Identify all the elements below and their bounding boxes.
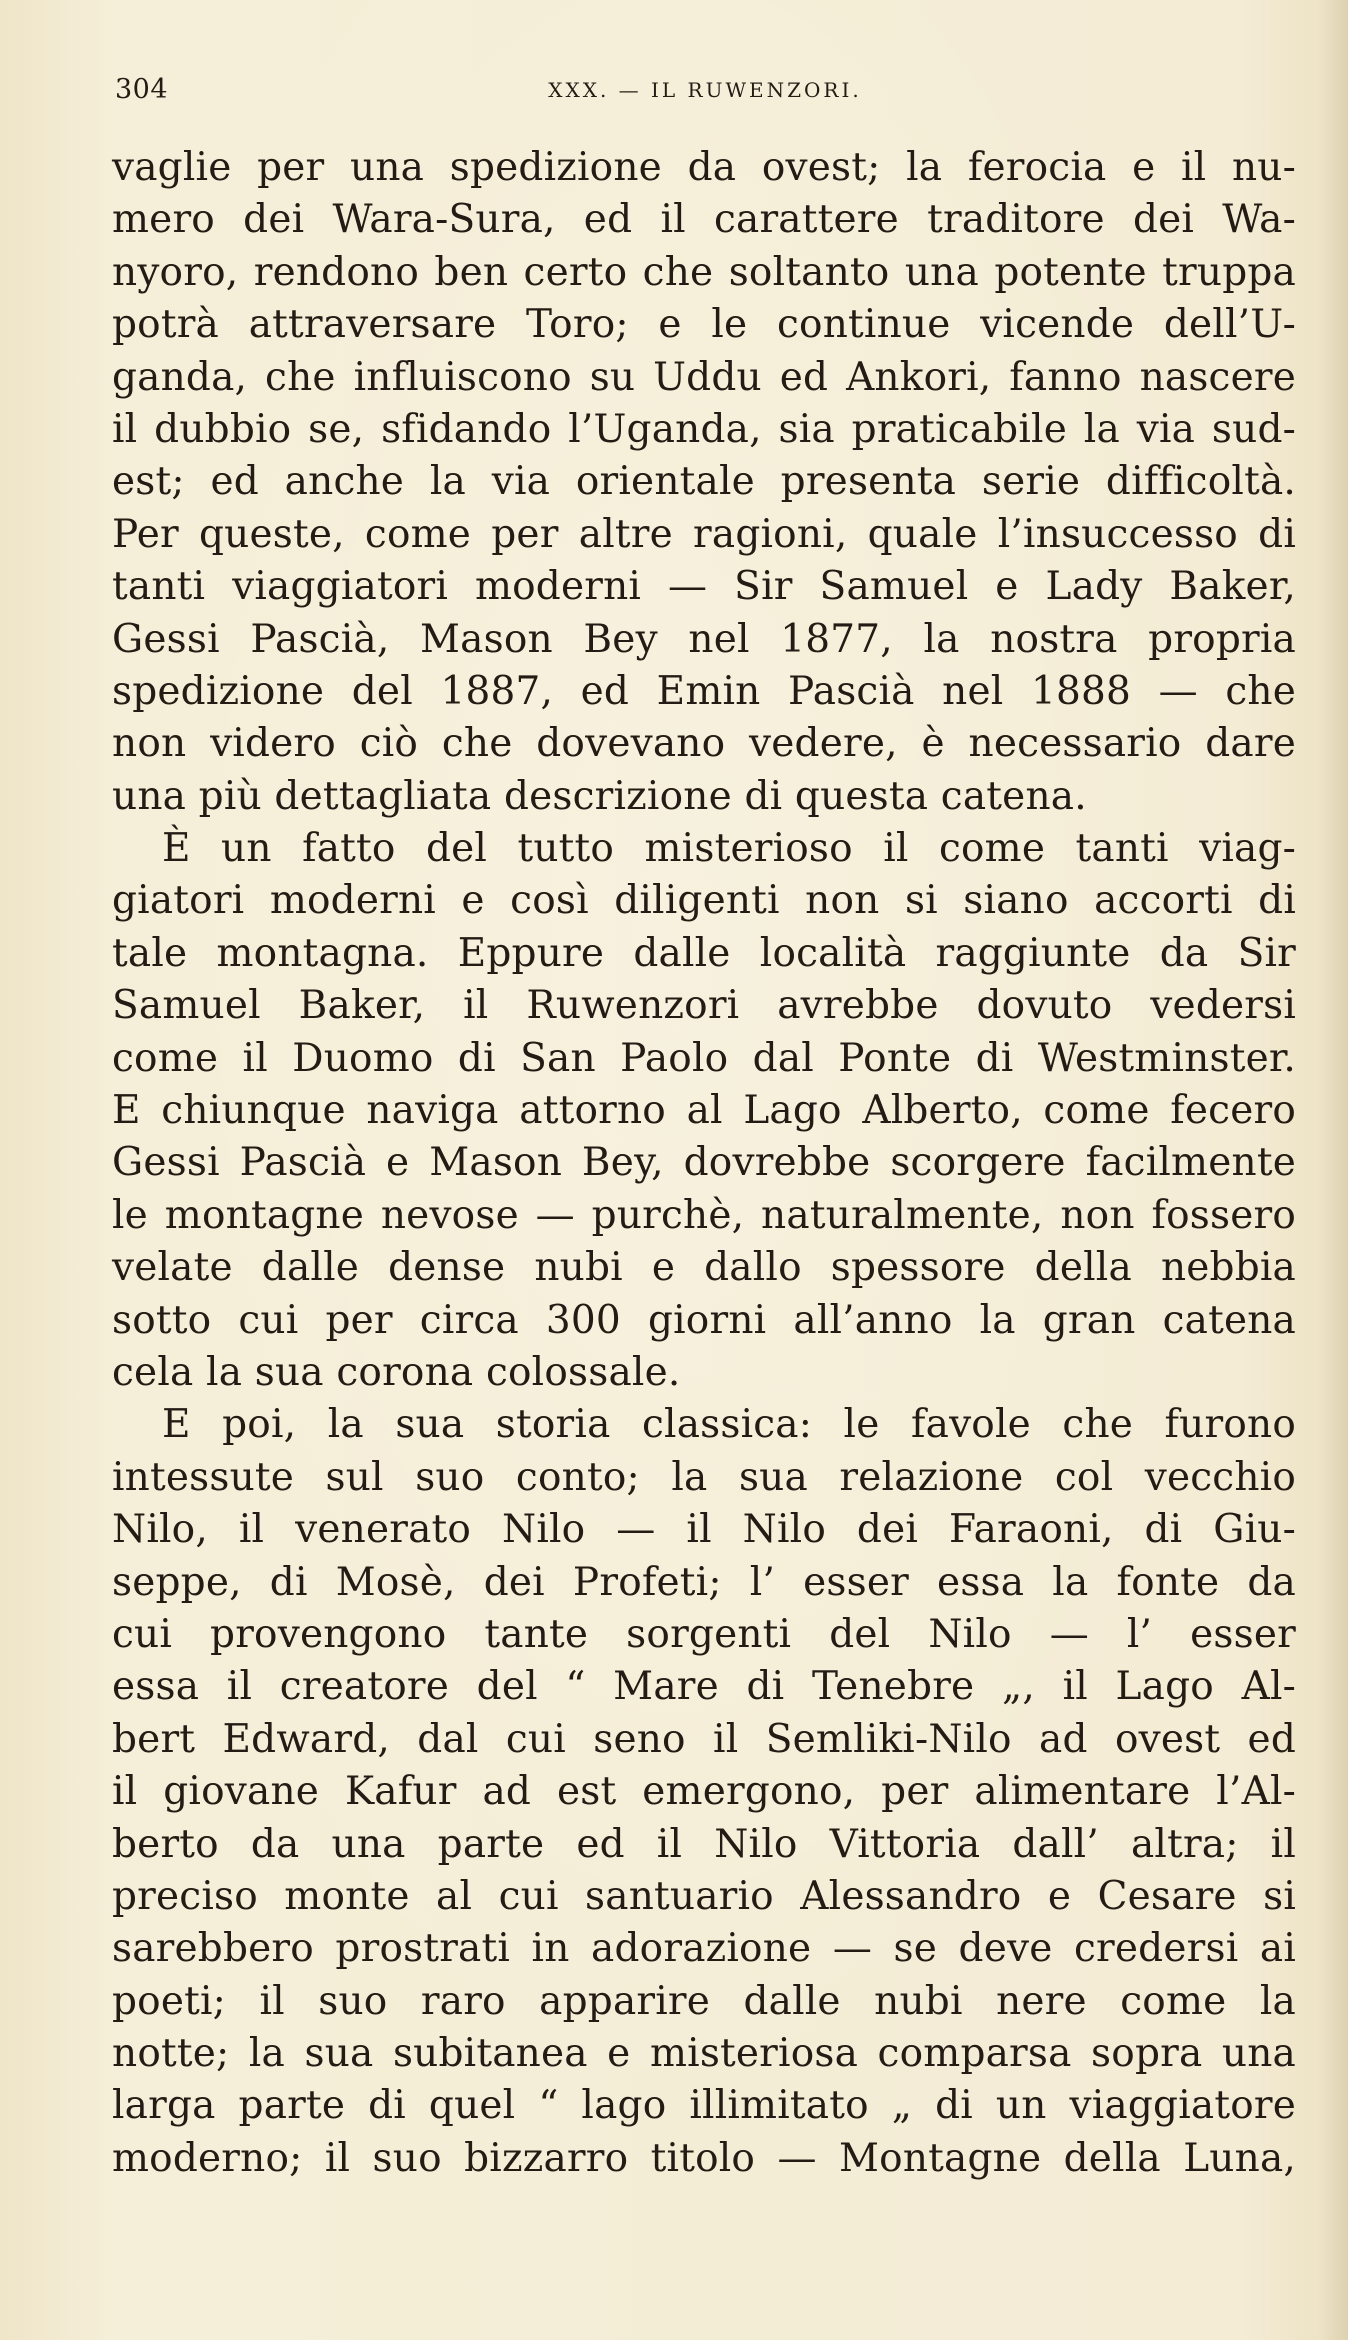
text-line: poeti; il suo raro apparire dalle nubi nere come la bbox=[112, 1978, 1296, 2024]
text-line: non videro ciò che dovevano vedere, è necessario dare bbox=[112, 721, 1296, 767]
text-line: velate dalle dense nubi e dallo spessore della nebbia bbox=[112, 1245, 1296, 1291]
page-edge-shadow bbox=[1320, 0, 1348, 2340]
text-line: come il Duomo di San Paolo dal Ponte di Westminster. bbox=[112, 1035, 1296, 1081]
text-line: ganda, che influiscono su Uddu ed Ankori, fanno nascere bbox=[112, 354, 1296, 400]
text-line: Gessi Pascià e Mason Bey, dovrebbe scorgere facilmente bbox=[112, 1140, 1296, 1186]
text-line: Gessi Pascià, Mason Bey nel 1877, la nostra propria bbox=[112, 616, 1296, 662]
text-line: il giovane Kafur ad est emergono, per alimentare l’Al- bbox=[112, 1769, 1296, 1815]
text-line: una più dettagliata descrizione di questa catena. bbox=[112, 773, 1087, 819]
text-line: cela la sua corona colossale. bbox=[112, 1349, 681, 1395]
text-line: sotto cui per circa 300 giorni all’anno la gran catena bbox=[112, 1297, 1296, 1343]
text-line: Samuel Baker, il Ruwenzori avrebbe dovuto vedersi bbox=[112, 983, 1296, 1029]
text-line: nyoro, rendono ben certo che soltanto una potente truppa bbox=[112, 249, 1296, 295]
text-line: larga parte di quel “ lago illimitato „ di un viaggiatore bbox=[112, 2083, 1296, 2129]
text-line: vaglie per una spedizione da ovest; la ferocia e il nu- bbox=[112, 145, 1296, 190]
text-line: E chiunque naviga attorno al Lago Alberto, come fecero bbox=[112, 1088, 1296, 1134]
text-line: tanti viaggiatori moderni — Sir Samuel e Lady Baker, bbox=[112, 564, 1296, 610]
text-line: preciso monte al cui santuario Alessandro e Cesare si bbox=[112, 1873, 1296, 1919]
text-line: mero dei Wara-Sura, ed il carattere traditore dei Wa- bbox=[112, 197, 1296, 243]
text-line: seppe, di Mosè, dei Profeti; l’ esser essa la fonte da bbox=[112, 1559, 1296, 1605]
running-head: XXX. — IL RUWENZORI. bbox=[548, 78, 862, 102]
text-line: tale montagna. Eppure dalle località raggiunte da Sir bbox=[112, 930, 1296, 976]
text-line: moderno; il suo bizzarro titolo — Montagne della Luna, bbox=[112, 2135, 1296, 2181]
text-line: È un fatto del tutto misterioso il come tanti viag- bbox=[162, 826, 1296, 872]
body-text bbox=[112, 142, 1296, 2185]
text-line: intessute sul suo conto; la sua relazione col vecchio bbox=[112, 1454, 1296, 1500]
text-line: sarebbero prostrati in adorazione — se deve credersi ai bbox=[112, 1926, 1296, 1972]
text-line: Per queste, come per altre ragioni, quale l’insuccesso di bbox=[112, 511, 1296, 557]
text-line: Nilo, il venerato Nilo — il Nilo dei Faraoni, di Giu- bbox=[112, 1507, 1296, 1553]
page-header bbox=[115, 74, 1295, 114]
text-line: essa il creatore del “ Mare di Tenebre „, il Lago Al- bbox=[112, 1664, 1296, 1710]
text-line: cui provengono tante sorgenti del Nilo — l’ esser bbox=[112, 1611, 1296, 1657]
text-line: E poi, la sua storia classica: le favole che furono bbox=[162, 1402, 1296, 1448]
text-line: notte; la sua subitanea e misteriosa comparsa sopra una bbox=[112, 2031, 1296, 2077]
text-line: giatori moderni e così diligenti non si siano accorti di bbox=[112, 878, 1296, 924]
text-line: il dubbio se, sfidando l’Uganda, sia praticabile la via sud- bbox=[112, 406, 1296, 452]
text-line: potrà attraversare Toro; e le continue vicende dell’U- bbox=[112, 302, 1296, 348]
text-line: est; ed anche la via orientale presenta serie difficoltà. bbox=[112, 459, 1296, 505]
text-line: bert Edward, dal cui seno il Semliki-Nilo ad ovest ed bbox=[112, 1716, 1296, 1762]
text-line: spedizione del 1887, ed Emin Pascià nel 1888 — che bbox=[112, 668, 1296, 714]
text-line: le montagne nevose — purchè, naturalmente, non fossero bbox=[112, 1192, 1296, 1238]
text-line: berto da una parte ed il Nilo Vittoria dall’ altra; il bbox=[112, 1821, 1296, 1867]
page-number: 304 bbox=[115, 74, 169, 105]
